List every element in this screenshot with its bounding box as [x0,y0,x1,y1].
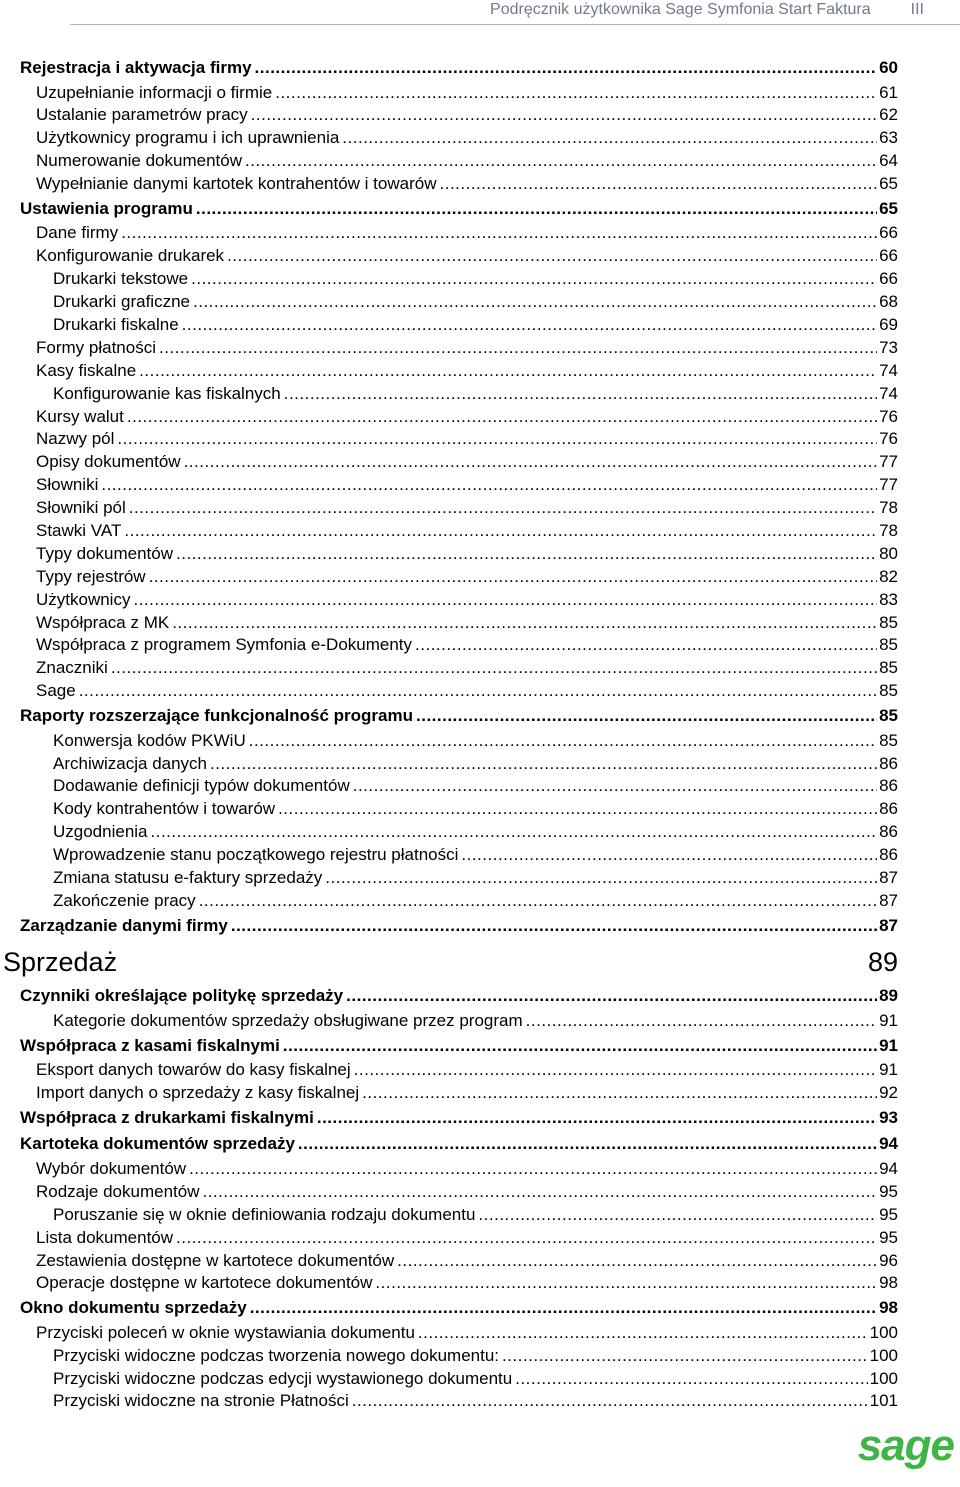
toc-entry-page: 98 [879,1273,898,1293]
toc-entry-title: Drukarki fiskalne [53,315,179,335]
toc-dot-leader [199,890,877,913]
toc-dot-leader [346,983,877,1010]
toc-entry-title: Uzupełnianie informacji o firmie [36,82,273,102]
toc-dot-leader [202,1181,877,1204]
header-title: Podręcznik użytkownika Sage Symfonia Start Faktura [490,1,871,18]
toc-entry[interactable] [0,1390,898,1413]
toc-dot-leader [101,474,877,497]
toc-dot-leader [375,1272,877,1295]
toc-dot-leader [440,173,878,196]
toc-entry-page: 92 [879,1083,898,1103]
toc-dot-leader [461,844,877,867]
sage-logo: sage [857,1421,954,1470]
toc-entry[interactable] [0,55,898,82]
toc-entry[interactable] [0,657,898,680]
toc-dot-leader [182,314,877,337]
toc-entry[interactable] [0,173,898,196]
toc-entry-title: Przyciski poleceń w oknie wystawiania dokumentu [36,1322,415,1342]
toc-entry-page: 86 [879,799,898,819]
toc-entry[interactable] [0,867,898,890]
toc-entry-page: 95 [879,1181,898,1201]
toc-entry-title: Współpraca z MK [36,612,170,632]
toc-entry[interactable] [0,1345,898,1368]
toc-dot-leader [124,520,877,543]
toc-dot-leader [159,337,877,360]
toc-entry-title: Dane firmy [36,223,119,243]
page-header [490,0,924,20]
toc-dot-leader [193,291,877,314]
toc-entry[interactable] [0,127,898,150]
toc-entry[interactable] [0,543,898,566]
toc-entry-title: Użytkownicy [36,589,131,609]
toc-entry[interactable] [0,291,898,314]
toc-dot-leader [111,657,877,680]
toc-entry-page: 87 [879,868,898,887]
toc-entry-page: 77 [879,475,898,495]
toc-entry-page: 62 [879,105,898,125]
toc-chapter[interactable] [0,943,898,981]
toc-entry-page: 85 [879,706,898,726]
toc-dot-leader [283,1033,877,1060]
toc-entry[interactable] [0,1105,898,1132]
toc-dot-leader [231,913,877,940]
toc-entry-title: Czynniki określające politykę sprzedaży [20,986,344,1006]
toc-entry-page: 77 [879,452,898,472]
toc-dot-leader [139,360,877,383]
toc-entry-page: 85 [879,635,898,655]
toc-dot-leader [342,127,877,150]
toc-entry-page: 85 [879,612,898,632]
toc-dot-leader [227,245,877,268]
toc-entry[interactable] [0,428,898,451]
toc-entry-page: 64 [879,151,898,171]
toc-entry-page: 80 [879,543,898,563]
header-page-number: III [910,1,924,18]
toc-dot-leader [176,543,877,566]
toc-entry-page: 74 [879,383,898,403]
toc-entry[interactable] [0,798,898,821]
toc-dot-leader [184,451,878,474]
toc-dot-leader [415,634,877,657]
toc-entry-title: Przyciski widoczne podczas tworzenia nowego dokumentu: [53,1345,500,1365]
toc-entry-page: 93 [879,1107,898,1127]
toc-entry-title: Zestawienia dostępne w kartotece dokumentów [36,1250,395,1270]
toc-entry-title: Import danych o sprzedaży z kasy fiskalnej [36,1083,360,1103]
toc-entry[interactable] [0,245,898,268]
toc-entry[interactable] [0,1322,898,1345]
toc-entry-page: 86 [879,822,898,842]
toc-entry-page: 96 [879,1250,898,1270]
toc-entry-title: Zarządzanie danymi firmy [20,915,228,935]
toc-entry-title: Typy rejestrów [36,566,146,586]
toc-dot-leader [191,268,877,291]
toc-dot-leader [515,1368,867,1391]
toc-entry[interactable] [0,474,898,497]
toc-entry[interactable] [0,268,898,291]
toc-entry[interactable] [0,337,898,360]
toc-entry-title: Wprowadzenie stanu początkowego rejestru płatności [53,845,459,865]
toc-dot-leader [325,867,877,890]
toc-entry-page: 100 [869,1345,898,1365]
toc-dot-leader [478,1204,877,1227]
toc-entry-title: Kategorie dokumentów sprzedaży obsługiwane przez program [53,1010,523,1030]
toc-dot-leader [353,775,877,798]
table-of-contents [0,55,898,1413]
toc-entry-title: Dodawanie definicji typów dokumentów [53,776,350,796]
toc-dot-leader [127,406,877,429]
toc-entry-page: 85 [879,658,898,678]
toc-entry[interactable] [0,1059,898,1082]
toc-entry-page: 94 [879,1158,898,1178]
toc-entry[interactable] [0,406,898,429]
toc-entry[interactable] [0,360,898,383]
toc-entry-page: 86 [879,845,898,865]
toc-entry[interactable] [0,150,898,173]
toc-entry-title: Opisy dokumentów [36,452,181,472]
toc-entry-page: 76 [879,429,898,449]
toc-entry-title: Poruszanie się w oknie definiowania rodzaju dokumentu [53,1204,476,1224]
toc-entry[interactable] [0,890,898,913]
toc-entry[interactable] [0,913,898,940]
toc-entry-title: Wypełnianie danymi kartotek kontrahentów i towarów [36,174,437,194]
toc-dot-leader [250,1295,877,1322]
toc-dot-leader [255,55,878,82]
toc-entry-page: 66 [879,246,898,266]
toc-entry-title: Konfigurowanie kas fiskalnych [53,383,281,403]
toc-entry[interactable] [0,104,898,127]
toc-entry-page: 61 [879,82,898,102]
toc-dot-leader [526,1010,877,1033]
toc-entry[interactable] [0,451,898,474]
toc-dot-leader [189,1158,877,1181]
toc-dot-leader [210,753,877,776]
toc-entry-page: 83 [879,589,898,609]
toc-entry-page: 94 [879,1134,898,1154]
toc-entry[interactable] [0,1295,898,1322]
toc-entry[interactable] [0,844,898,867]
toc-entry-title: Współpraca z programem Symfonia e-Dokumenty [36,635,413,655]
toc-entry[interactable] [0,82,898,105]
toc-entry-title: Rejestracja i aktywacja firmy [20,58,252,77]
toc-entry[interactable] [0,680,898,703]
toc-entry-page: 101 [869,1391,898,1411]
toc-entry-title: Sage [36,681,76,701]
toc-entry-title: Drukarki graficzne [53,292,190,312]
toc-dot-leader [317,1105,877,1132]
toc-entry[interactable] [0,196,898,223]
toc-entry[interactable] [0,753,898,776]
toc-dot-leader [172,612,877,635]
toc-dot-leader [298,1131,877,1158]
toc-entry[interactable] [0,1227,898,1250]
toc-entry-title: Współpraca z kasami fiskalnymi [20,1035,280,1055]
toc-entry[interactable] [0,1250,898,1273]
toc-entry-title: Archiwizacja danych [53,753,208,773]
toc-entry[interactable] [0,314,898,337]
toc-dot-leader [176,1227,877,1250]
toc-entry[interactable] [0,634,898,657]
toc-dot-leader [129,497,877,520]
toc-entry-title: Przyciski widoczne na stronie Płatności [53,1391,349,1411]
toc-entry-title: Konwersja kodów PKWiU [53,730,246,750]
toc-dot-leader [79,680,877,703]
toc-dot-leader [117,428,877,451]
toc-entry-page: 68 [879,292,898,312]
toc-dot-leader [416,703,877,730]
toc-entry-title: Konfigurowanie drukarek [36,246,225,266]
toc-entry[interactable] [0,703,898,730]
toc-entry-page: 87 [879,890,898,910]
toc-entry-page: 73 [879,337,898,357]
toc-entry-title: Lista dokumentów [36,1227,174,1247]
toc-entry-title: Kartoteka dokumentów sprzedaży [20,1134,295,1154]
toc-dot-leader [278,798,877,821]
toc-entry-title: Rodzaje dokumentów [36,1181,200,1201]
toc-entry-page: 86 [879,753,898,773]
toc-entry-page: 78 [879,498,898,518]
toc-entry[interactable] [0,589,898,612]
toc-entry-page: 66 [879,223,898,243]
toc-entry-page: 74 [879,360,898,380]
toc-entry[interactable] [0,730,898,753]
toc-entry-title: Operacje dostępne w kartotece dokumentów [36,1273,373,1293]
toc-entry-page: 65 [879,174,898,194]
toc-entry-page: 85 [879,681,898,701]
toc-dot-leader [352,1390,868,1413]
toc-entry[interactable] [0,983,898,1010]
toc-dot-leader [362,1082,877,1105]
toc-entry[interactable] [0,1131,898,1158]
toc-entry-page: 63 [879,128,898,148]
toc-entry-page: 86 [879,776,898,796]
toc-dot-leader [196,196,877,223]
toc-entry-page: 65 [879,198,898,218]
toc-entry[interactable] [0,1082,898,1105]
toc-entry-page: 76 [879,406,898,426]
toc-entry-title: Kursy walut [36,406,124,426]
toc-entry-title: Nazwy pól [36,429,115,449]
toc-entry-title: Raporty rozszerzające funkcjonalność programu [20,706,413,726]
toc-dot-leader [249,730,877,753]
toc-dot-leader [418,1322,868,1345]
toc-entry[interactable] [0,1033,898,1060]
toc-entry-page: 78 [879,521,898,541]
toc-entry-page: 95 [879,1204,898,1224]
toc-entry-page: 91 [879,1060,898,1080]
toc-entry-title: Typy dokumentów [36,543,174,563]
toc-entry-page: 100 [869,1368,898,1388]
toc-entry-title: Użytkownicy programu i ich uprawnienia [36,128,340,148]
toc-entry[interactable] [0,497,898,520]
toc-entry[interactable] [0,821,898,844]
toc-entry[interactable] [0,1204,898,1227]
toc-entry[interactable] [0,775,898,798]
toc-chapter-title: Sprzedaż [3,947,118,978]
toc-entry-title: Uzgodnienia [53,822,148,842]
toc-dot-leader [245,150,877,173]
toc-entry-title: Formy płatności [36,337,156,357]
toc-entry-page: 82 [879,566,898,586]
toc-entry-page: 60 [879,58,898,77]
toc-entry-title: Ustalanie parametrów pracy [36,105,248,125]
toc-dot-leader [151,821,878,844]
toc-dot-leader [284,383,877,406]
toc-entry[interactable] [0,1158,898,1181]
toc-entry-page: 100 [869,1322,898,1342]
toc-entry-page: 85 [879,730,898,750]
toc-entry[interactable] [0,222,898,245]
header-rule [70,24,960,25]
toc-entry[interactable] [0,1272,898,1295]
toc-entry[interactable] [0,612,898,635]
toc-entry-title: Ustawienia programu [20,198,193,218]
toc-entry-page: 87 [879,915,898,935]
toc-entry-title: Numerowanie dokumentów [36,151,242,171]
toc-entry-title: Stawki VAT [36,521,122,541]
toc-entry-page: 95 [879,1227,898,1247]
toc-entry-title: Słowniki pól [36,498,126,518]
toc-dot-leader [251,104,877,127]
toc-dot-leader [354,1059,877,1082]
toc-dot-leader [149,566,877,589]
toc-entry-title: Kasy fiskalne [36,360,137,380]
toc-entry-title: Współpraca z drukarkami fiskalnymi [20,1107,314,1127]
toc-entry-title: Wybór dokumentów [36,1158,187,1178]
toc-entry-title: Okno dokumentu sprzedaży [20,1298,247,1318]
toc-entry-title: Eksport danych towarów do kasy fiskalnej [36,1060,351,1080]
toc-entry-title: Znaczniki [36,658,108,678]
toc-entry-title: Drukarki tekstowe [53,269,189,289]
toc-dot-leader [121,222,877,245]
toc-entry-page: 89 [879,986,898,1006]
toc-entry[interactable] [0,1181,898,1204]
toc-entry-title: Zmiana statusu e-faktury sprzedaży [53,868,323,887]
toc-entry-title: Kody kontrahentów i towarów [53,799,276,819]
toc-entry-page: 69 [879,315,898,335]
toc-entry[interactable] [0,1010,898,1033]
toc-entry-page: 98 [879,1298,898,1318]
toc-entry[interactable] [0,383,898,406]
toc-entry-title: Słowniki [36,475,99,495]
toc-entry[interactable] [0,1368,898,1391]
toc-entry-page: 91 [879,1010,898,1030]
toc-dot-leader [275,82,877,105]
toc-entry[interactable] [0,520,898,543]
toc-dot-leader [133,589,877,612]
toc-chapter-page: 89 [867,947,898,978]
toc-dot-leader [397,1250,877,1273]
toc-entry[interactable] [0,566,898,589]
toc-dot-leader [502,1345,868,1368]
toc-entry-title: Przyciski widoczne podczas edycji wystawionego dokumentu [53,1368,513,1388]
toc-entry-page: 91 [879,1035,898,1055]
toc-entry-title: Zakończenie pracy [53,890,196,910]
toc-entry-page: 66 [879,269,898,289]
